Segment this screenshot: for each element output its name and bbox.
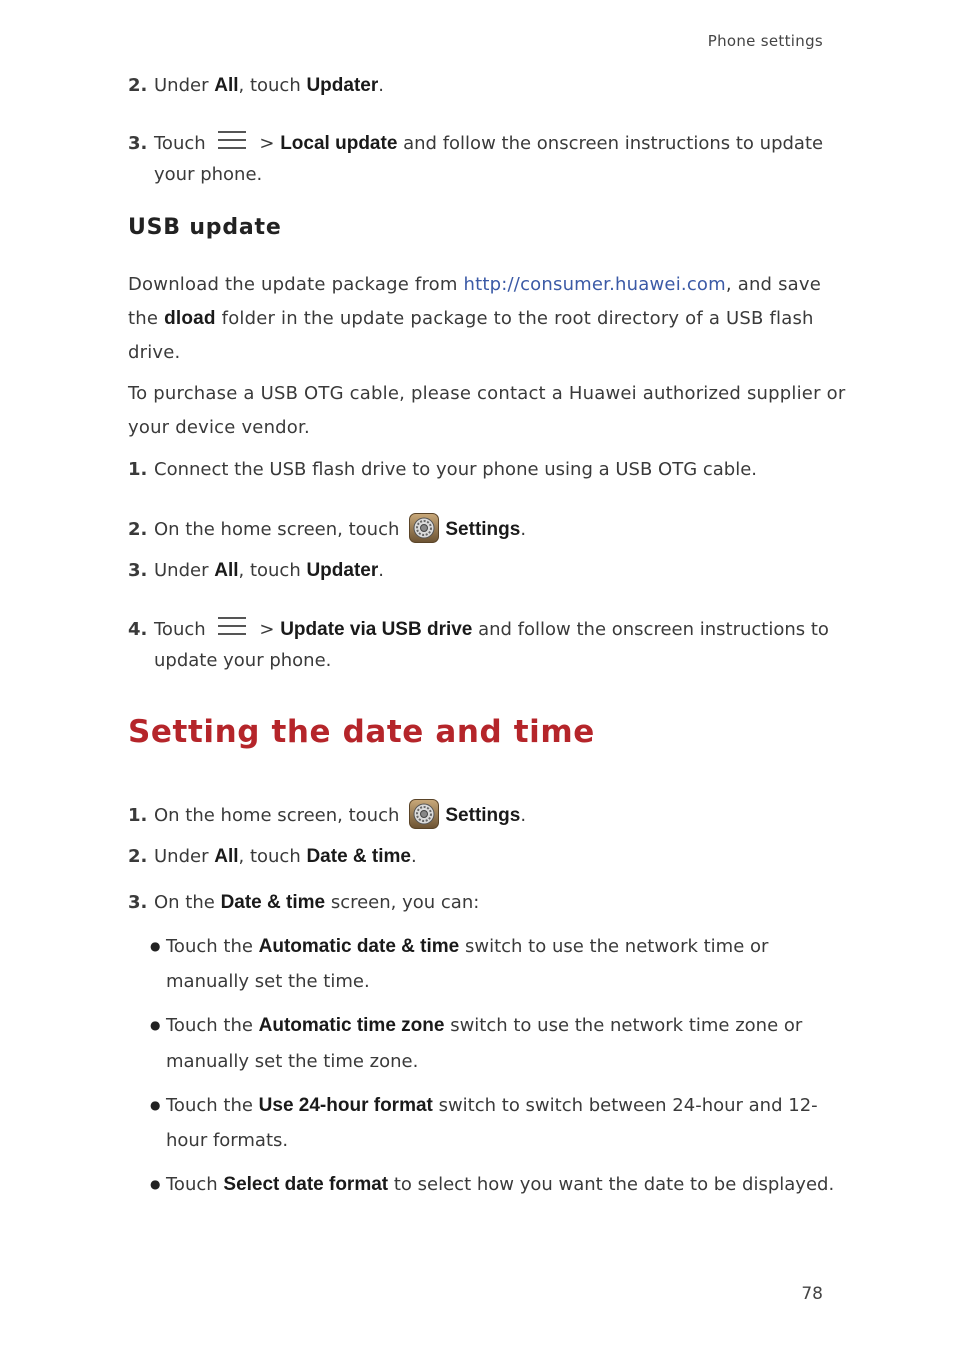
step-number: 2. <box>128 519 148 540</box>
step-connect-usb: 1. Connect the USB flash drive to your phone using a USB OTG cable. <box>128 459 758 480</box>
settings-gear-icon <box>409 513 439 543</box>
bullet-dot-icon: ● <box>150 1177 161 1191</box>
step-number: 3. <box>128 133 148 154</box>
step-number: 1. <box>128 805 148 826</box>
paragraph-line: drive. <box>128 342 181 363</box>
paragraph-line: To purchase a USB OTG cable, please contact a Huawei authorized supplier or <box>128 383 846 404</box>
menu-icon <box>218 615 246 637</box>
page-number: 78 <box>801 1284 823 1304</box>
menu-icon <box>218 129 246 151</box>
settings-gear-icon <box>409 799 439 829</box>
bullet-dot-icon: ● <box>150 939 161 953</box>
section-heading-date-time: Setting the date and time <box>128 714 595 750</box>
bullet-continuation: manually set the time zone. <box>166 1051 419 1072</box>
step-update-via-usb: 4. Touch > Update via USB drive and follow the onscreen instructions to <box>128 615 829 642</box>
step-number: 4. <box>128 619 148 640</box>
bullet-item: ● Touch the Use 24-hour format switch to switch between 24-hour and 12- <box>150 1095 818 1116</box>
step-number: 2. <box>128 75 148 96</box>
step-open-settings: 1. On the home screen, touch Settings. <box>128 799 526 829</box>
huawei-link[interactable]: http://consumer.huawei.com <box>463 274 726 295</box>
step-local-update: 3. Touch > Local update and follow the onscreen instructions to update <box>128 129 823 156</box>
bullet-dot-icon: ● <box>150 1098 161 1112</box>
paragraph-line: your device vendor. <box>128 417 310 438</box>
bullet-continuation: manually set the time. <box>166 971 370 992</box>
bullet-continuation: hour formats. <box>166 1130 289 1151</box>
paragraph-line: Download the update package from http://consumer.huawei.com, and save <box>128 274 822 295</box>
step-number: 1. <box>128 459 148 480</box>
step-continuation: update your phone. <box>154 650 332 671</box>
step-continuation: your phone. <box>154 164 263 185</box>
step-date-time-screen: 3. On the Date & time screen, you can: <box>128 892 480 913</box>
section-heading-usb-update: USB update <box>128 215 282 240</box>
bullet-item: ● Touch the Automatic date & time switch to use the network time or <box>150 936 769 957</box>
bullet-item: ● Touch Select date format to select how you want the date to be displayed. <box>150 1174 835 1195</box>
step-under-all-updater: 3. Under All, touch Updater. <box>128 560 384 581</box>
paragraph-line: the dload folder in the update package to the root directory of a USB flash <box>128 308 814 329</box>
running-header: Phone settings <box>707 32 823 50</box>
step-number: 3. <box>128 560 148 581</box>
step-under-all-date-time: 2. Under All, touch Date & time. <box>128 846 417 867</box>
bullet-dot-icon: ● <box>150 1018 161 1032</box>
step-open-settings: 2. On the home screen, touch Settings. <box>128 513 526 543</box>
step-number: 2. <box>128 846 148 867</box>
step-under-all-updater: 2. Under All, touch Updater. <box>128 75 384 96</box>
step-number: 3. <box>128 892 148 913</box>
bullet-item: ● Touch the Automatic time zone switch to use the network time zone or <box>150 1015 803 1036</box>
